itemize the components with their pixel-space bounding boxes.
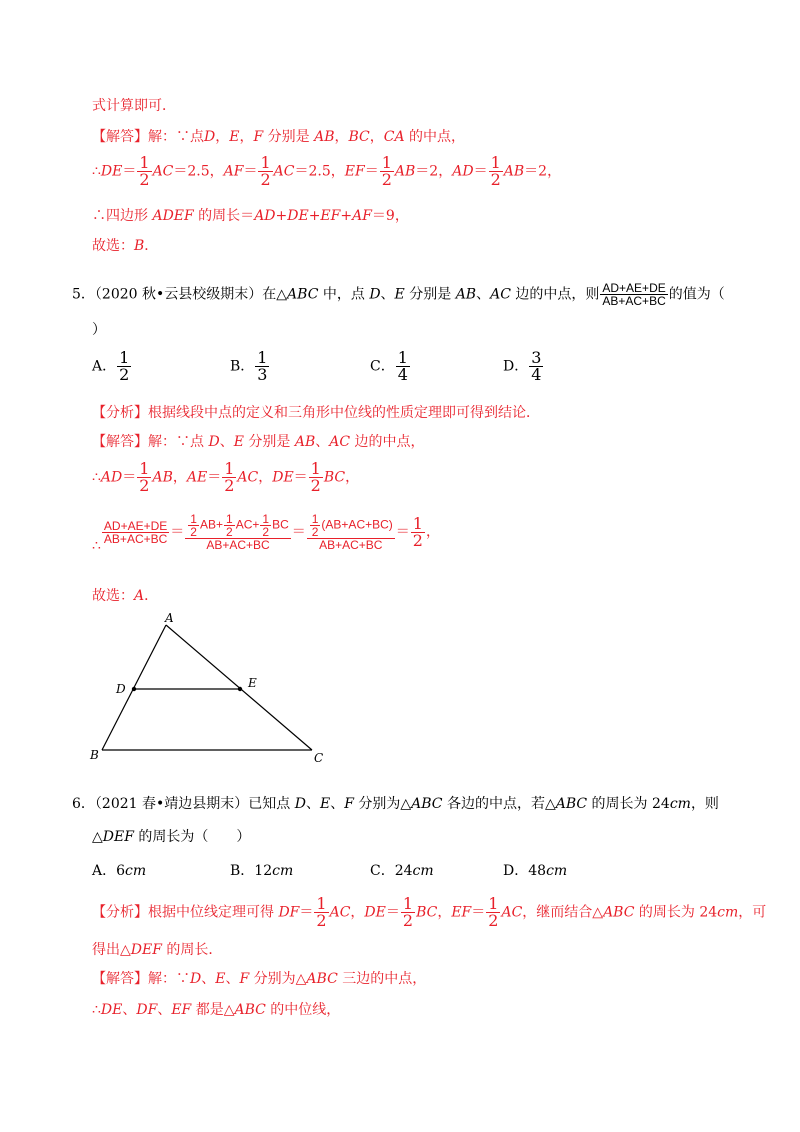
analysis-5: 【分析】根据线段中点的定义和三角形中位线的性质定理即可得到结论． xyxy=(92,405,540,421)
option-6c: C．24cm xyxy=(370,863,434,879)
option-6b: B．12cm xyxy=(230,863,294,879)
triangle-figure xyxy=(80,605,340,775)
answer-line: 故选：B． xyxy=(92,238,159,254)
option-b: B． $\frac{1}{3}$ xyxy=(230,348,268,384)
question-6: 6．（2021 春•靖边县期末）已知点 D、E、F 分别为△ABC 各边的中点，若△ABC 的周长为 24cm，则 xyxy=(72,796,719,812)
option-a: A． $\frac{1}{2}$ xyxy=(92,348,130,384)
fraction: $\frac{1}{2}$ xyxy=(139,153,150,189)
question-5: 5．（2020 秋•云县校级期末）在△ABC 中，点 D、E 分别是 AB、AC 边的中点，则 $\frac{AD+AE+DE}{AB+AC+BC}$ 的值为（ xyxy=(72,281,725,308)
analysis-6: 【分析】根据中位线定理可得 DF＝ $\frac{1}{2}$ AC，DE＝ $\frac{1}{2}$ BC，EF＝ $\frac{1}{2}$ AC，继而结合△ABC 的周长为 24cm，可 xyxy=(92,894,767,930)
solution-continuation: 式计算即可． xyxy=(92,98,176,114)
solution-5-line1: 【解答】解：∵点 D、E 分别是 AB、AC 边的中点， xyxy=(92,434,425,450)
question-6-line2: △DEF 的周长为（ ） xyxy=(92,829,251,845)
option-6a: A．6cm xyxy=(92,863,147,879)
option-c: C． $\frac{1}{4}$ xyxy=(370,348,408,384)
option-6d: D．48cm xyxy=(503,863,568,879)
label-e: E xyxy=(248,676,257,690)
point-d xyxy=(132,687,136,691)
fraction: $\frac{1}{2}$ xyxy=(260,153,271,189)
solution-6-line2: ∴DE、DF、EF 都是△ABC 的中位线， xyxy=(92,1002,341,1018)
solution-line-perimeter: ∴四边形 ADEF 的周长＝AD+DE+EF+AF＝9， xyxy=(92,208,409,224)
analysis-6-line2: 得出△DEF 的周长． xyxy=(92,942,223,958)
point-e xyxy=(238,687,242,691)
option-d: D． $\frac{3}{4}$ xyxy=(503,348,542,384)
ratio-fraction: $\frac{AD+AE+DE}{AB+AC+BC}$ xyxy=(602,281,666,308)
question-5-close: ） xyxy=(92,322,106,338)
solution-line-lengths: ∴DE＝ $\frac{1}{2}$ AC＝2.5，AF＝ $\frac{1}{2}$ AC＝2.5，EF＝ $\frac{1}{2}$ AB＝2，AD＝ $\frac{1}{2}$ AB＝2， xyxy=(92,153,562,189)
solution-5-ratio-line: ∴ $\frac{AD+AE+DE}{AB+AC+BC}$ ＝ $\frac{1}{2}$ AB+ $\frac{1}{2}$ AC+ $\frac{1}{2}$ BC AB+AC+BC ＝ $\frac{1}{2}$ (AB+AC+BC) AB+AC+BC ＝ $\frac{1}{2}$ ， xyxy=(92,512,440,554)
label-b: B xyxy=(90,748,99,762)
answer-5: 故选：A． xyxy=(92,588,159,604)
fraction: $\frac{1}{2}$ xyxy=(381,153,392,189)
label-c: C xyxy=(314,751,324,765)
fraction: $\frac{1}{2}$ xyxy=(490,153,501,189)
solution-line-midpoints: 【解答】解：∵点D，E，F 分别是 AB，BC，CA 的中点， xyxy=(92,129,466,145)
label-a: A xyxy=(165,611,174,625)
solution-6-line1: 【解答】解：∵D、E、F 分别为△ABC 三边的中点， xyxy=(92,971,427,987)
solution-5-line2: ∴AD＝ $\frac{1}{2}$ AB，AE＝ $\frac{1}{2}$ AC，DE＝ $\frac{1}{2}$ BC， xyxy=(92,459,360,495)
label-d: D xyxy=(116,682,126,696)
